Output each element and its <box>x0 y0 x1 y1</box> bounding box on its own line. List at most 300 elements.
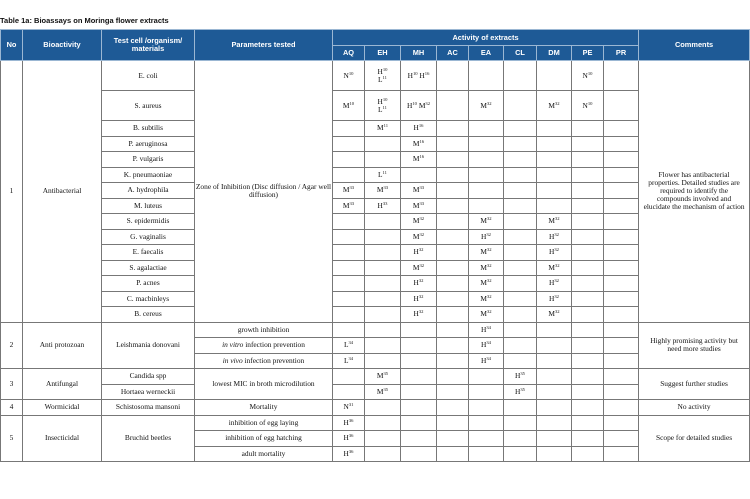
activity-cell <box>604 276 639 292</box>
table-row <box>1 61 750 91</box>
activity-level: H <box>377 96 383 106</box>
activity-cell <box>604 167 639 183</box>
activity-entry <box>377 387 388 396</box>
test-organism-cell: K. pneumaoniae <box>102 167 195 183</box>
activity-entry <box>343 101 354 110</box>
row-number: 4 <box>1 400 23 416</box>
activity-cell <box>333 446 365 462</box>
test-organism-cell: S. epidermidis <box>102 214 195 230</box>
activity-level: H <box>407 70 413 80</box>
activity-level: M <box>480 293 487 303</box>
header-extract: EA <box>469 46 504 61</box>
activity-cell <box>469 61 504 91</box>
activity-ref: 33 <box>419 200 425 206</box>
activity-ref: 32 <box>486 309 492 315</box>
activity-ref: 33 <box>349 200 355 206</box>
activity-cell <box>572 245 604 261</box>
activity-level: M <box>412 200 420 210</box>
activity-cell <box>401 198 437 214</box>
activity-cell <box>572 167 604 183</box>
activity-cell <box>604 291 639 307</box>
activity-entry <box>480 294 491 303</box>
row-number: 1 <box>1 61 23 323</box>
activity-ref: 32 <box>425 100 430 106</box>
activity-level: H <box>377 200 383 210</box>
activity-ref: 34 <box>486 324 491 330</box>
activity-cell <box>437 431 469 447</box>
activity-ref: 36 <box>348 448 354 454</box>
activity-cell <box>537 152 572 168</box>
activity-ref: 11 <box>382 104 387 110</box>
activity-cell <box>333 431 365 447</box>
activity-cell <box>401 322 437 338</box>
activity-cell <box>401 276 437 292</box>
activity-entry <box>344 418 354 427</box>
activity-cell <box>572 446 604 462</box>
activity-ref: 32 <box>554 247 559 253</box>
activity-cell <box>437 136 469 152</box>
activity-entry <box>413 263 424 272</box>
activity-ref: 10 <box>349 100 355 106</box>
activity-cell <box>469 167 504 183</box>
activity-level: M <box>548 309 555 319</box>
activity-cell <box>437 214 469 230</box>
test-organism-cell: Hortaea werneckii <box>102 384 195 400</box>
activity-cell <box>365 167 401 183</box>
header-activity: Activity of extracts <box>333 30 639 46</box>
activity-cell <box>504 214 537 230</box>
row-number: 5 <box>1 415 23 462</box>
activity-level: M <box>412 138 420 148</box>
test-organism-cell: E. coli <box>102 61 195 91</box>
table-header <box>1 30 750 61</box>
activity-entry <box>413 201 424 210</box>
activity-ref: 32 <box>486 100 492 106</box>
activity-ref: 36 <box>348 417 354 423</box>
activity-cell <box>437 446 469 462</box>
test-organism-cell: A. hydrophila <box>102 183 195 199</box>
activity-level: H <box>377 66 383 76</box>
parameter-italic: in vivo <box>222 355 243 365</box>
activity-entry <box>481 232 491 241</box>
activity-cell <box>333 384 365 400</box>
activity-cell <box>437 167 469 183</box>
activity-entry <box>365 76 400 84</box>
activity-ref: 35 <box>520 371 525 377</box>
activity-cell <box>469 214 504 230</box>
activity-cell <box>537 291 572 307</box>
activity-cell <box>504 384 537 400</box>
activity-cell <box>604 260 639 276</box>
activity-cell <box>401 183 437 199</box>
activity-cell <box>572 260 604 276</box>
activity-entry <box>480 278 491 287</box>
activity-ref: 32 <box>554 231 559 237</box>
activity-cell <box>504 136 537 152</box>
parameter-text: growth inhibition <box>237 324 290 334</box>
parameter-cell <box>195 338 333 354</box>
activity-ref: 33 <box>382 200 388 206</box>
activity-cell <box>504 446 537 462</box>
activity-entry <box>414 247 424 256</box>
activity-cell <box>604 121 639 137</box>
activity-cell <box>469 245 504 261</box>
comment-cell: Suggest further studies <box>639 369 750 400</box>
parameter-cell: lowest MIC in broth microdilution <box>195 369 333 400</box>
activity-cell <box>469 198 504 214</box>
activity-cell <box>572 152 604 168</box>
activity-ref: 35 <box>383 371 389 377</box>
activity-ref: 32 <box>419 231 425 237</box>
activity-cell <box>365 260 401 276</box>
parameter-cell: adult mortality <box>195 446 333 462</box>
activity-level: N <box>343 402 349 412</box>
row-number: 2 <box>1 322 23 369</box>
activity-level: M <box>480 262 487 272</box>
activity-ref: 32 <box>554 278 559 284</box>
activity-ref: 32 <box>486 231 491 237</box>
activity-cell <box>537 338 572 354</box>
activity-cell <box>537 369 572 385</box>
row-number: 3 <box>1 369 23 400</box>
activity-cell <box>504 415 537 431</box>
activity-ref: 32 <box>486 278 492 284</box>
activity-cell <box>365 136 401 152</box>
activity-ref: 32 <box>486 216 492 222</box>
activity-cell <box>537 415 572 431</box>
test-organism-cell: B. cereus <box>102 307 195 323</box>
activity-level: H <box>481 355 487 365</box>
activity-ref: 16 <box>419 154 425 160</box>
activity-cell <box>469 291 504 307</box>
activity-entry <box>480 216 491 225</box>
table-row <box>1 369 750 385</box>
activity-ref: 31 <box>348 402 354 408</box>
activity-cell <box>469 415 504 431</box>
comment-cell: No activity <box>639 400 750 416</box>
activity-entry <box>583 101 593 110</box>
activity-entry <box>549 278 559 287</box>
activity-cell <box>604 245 639 261</box>
activity-cell <box>504 369 537 385</box>
header-extract: EH <box>365 46 401 61</box>
activity-entry <box>377 123 388 132</box>
activity-cell <box>572 121 604 137</box>
activity-level: L <box>343 340 349 350</box>
activity-cell <box>604 384 639 400</box>
activity-ref: 16 <box>424 70 430 76</box>
activity-cell <box>365 61 401 91</box>
activity-cell <box>469 260 504 276</box>
activity-cell <box>437 229 469 245</box>
activity-cell <box>365 152 401 168</box>
table-row <box>1 245 750 261</box>
activity-level: M <box>412 185 420 195</box>
activity-cell <box>537 431 572 447</box>
activity-ref: 32 <box>419 262 425 268</box>
activity-cell <box>537 183 572 199</box>
activity-level: H <box>413 123 419 133</box>
table-row <box>1 183 750 199</box>
table-row <box>1 260 750 276</box>
activity-cell <box>401 121 437 137</box>
activity-cell <box>401 167 437 183</box>
activity-entry <box>414 294 424 303</box>
activity-cell <box>469 276 504 292</box>
activity-cell <box>504 198 537 214</box>
activity-cell <box>469 136 504 152</box>
activity-cell <box>469 369 504 385</box>
activity-cell <box>365 400 401 416</box>
activity-cell <box>401 291 437 307</box>
activity-cell <box>401 431 437 447</box>
activity-cell <box>437 121 469 137</box>
activity-level: M <box>480 100 487 110</box>
activity-cell <box>537 229 572 245</box>
header-extract: PE <box>572 46 604 61</box>
activity-cell <box>572 322 604 338</box>
parameter-italic: in vitro <box>222 340 244 350</box>
activity-cell <box>504 338 537 354</box>
activity-cell <box>537 307 572 323</box>
table-row <box>1 152 750 168</box>
comment-cell: Scope for detailed studies <box>639 415 750 462</box>
activity-level: M <box>480 216 487 226</box>
test-organism-cell: M. luteus <box>102 198 195 214</box>
activity-cell <box>504 291 537 307</box>
activity-entry <box>413 154 424 163</box>
activity-cell <box>537 91 572 121</box>
activity-entry <box>377 371 388 380</box>
activity-level: H <box>481 340 487 350</box>
activity-entry <box>419 101 430 110</box>
activity-cell <box>469 121 504 137</box>
activity-cell <box>572 369 604 385</box>
activity-level: H <box>343 448 349 458</box>
activity-entry <box>480 309 491 318</box>
activity-cell <box>365 431 401 447</box>
activity-level: H <box>515 386 521 396</box>
activity-entry <box>344 433 354 442</box>
activity-cell <box>537 322 572 338</box>
bioactivity-cell: Insecticidal <box>23 415 102 462</box>
activity-cell <box>537 121 572 137</box>
activity-cell <box>365 384 401 400</box>
header-bioactivity: Bioactivity <box>23 30 102 61</box>
activity-cell <box>537 245 572 261</box>
activity-cell <box>469 400 504 416</box>
activity-cell <box>365 214 401 230</box>
activity-entry <box>413 139 424 148</box>
activity-level: H <box>549 278 555 288</box>
activity-cell <box>401 384 437 400</box>
table-row <box>1 322 750 338</box>
activity-ref: 11 <box>382 169 387 175</box>
activity-cell <box>537 61 572 91</box>
activity-ref: 32 <box>554 293 559 299</box>
activity-level: H <box>481 324 487 334</box>
activity-entry <box>365 106 400 114</box>
activity-ref: 34 <box>486 355 491 361</box>
activity-entry <box>414 123 424 132</box>
activity-cell <box>469 431 504 447</box>
activity-cell <box>437 400 469 416</box>
activity-ref: 32 <box>554 309 560 315</box>
activity-entry <box>343 201 354 210</box>
activity-ref: 32 <box>554 216 560 222</box>
activity-level: M <box>480 278 487 288</box>
activity-entry <box>414 278 424 287</box>
activity-cell <box>333 260 365 276</box>
activity-cell <box>572 214 604 230</box>
activity-cell <box>333 198 365 214</box>
table-row <box>1 229 750 245</box>
activity-cell <box>572 183 604 199</box>
activity-ref: 11 <box>382 74 387 80</box>
test-organism-cell: E. faecalis <box>102 245 195 261</box>
activity-cell <box>437 91 469 121</box>
activity-cell <box>401 307 437 323</box>
activity-cell <box>504 121 537 137</box>
activity-ref: 34 <box>486 340 491 346</box>
activity-entry <box>549 294 559 303</box>
activity-cell <box>469 307 504 323</box>
activity-cell <box>333 91 365 121</box>
activity-cell <box>365 91 401 121</box>
activity-cell <box>365 353 401 369</box>
test-organism-cell: Candida spp <box>102 369 195 385</box>
activity-cell <box>437 384 469 400</box>
activity-level: M <box>548 262 555 272</box>
test-organism-cell: P. vulgaris <box>102 152 195 168</box>
activity-entry <box>548 263 559 272</box>
activity-entry <box>407 101 417 110</box>
activity-cell <box>437 183 469 199</box>
activity-cell <box>504 322 537 338</box>
activity-ref: 32 <box>554 262 560 268</box>
activity-entry <box>413 185 424 194</box>
activity-level: H <box>413 278 419 288</box>
activity-level: M <box>342 100 350 110</box>
header-test-cell-line2: materials <box>131 44 165 53</box>
activity-ref: 32 <box>486 293 492 299</box>
activity-ref: 32 <box>554 100 560 106</box>
activity-cell <box>469 384 504 400</box>
activity-entry <box>378 201 388 210</box>
activity-entry <box>481 325 491 334</box>
activity-entry <box>344 340 353 349</box>
activity-cell <box>604 431 639 447</box>
bioactivity-cell: Antibacterial <box>23 61 102 323</box>
activity-cell <box>604 183 639 199</box>
test-organism-cell: B. subtilis <box>102 121 195 137</box>
activity-cell <box>604 152 639 168</box>
table-row <box>1 307 750 323</box>
activity-entry <box>549 247 559 256</box>
activity-cell <box>437 245 469 261</box>
activity-cell <box>365 198 401 214</box>
activity-entry <box>413 216 424 225</box>
parameter-cell: Zone of Inhibition (Disc diffusion / Agar well diffusion) <box>195 61 333 323</box>
activity-cell <box>504 276 537 292</box>
activity-entry <box>344 402 354 411</box>
activity-level: H <box>343 417 349 427</box>
test-organism-cell: P. aeruginosa <box>102 136 195 152</box>
parameter-cell: Mortality <box>195 400 333 416</box>
activity-cell <box>604 61 639 91</box>
table-row <box>1 91 750 121</box>
table-row <box>1 384 750 400</box>
activity-cell <box>504 183 537 199</box>
activity-ref: 10 <box>412 100 417 106</box>
activity-cell <box>365 245 401 261</box>
activity-cell <box>469 152 504 168</box>
activity-ref: 36 <box>348 433 354 439</box>
activity-cell <box>572 136 604 152</box>
parameter-cell: inhibition of egg hatching <box>195 431 333 447</box>
activity-level: M <box>548 216 555 226</box>
activity-cell <box>604 214 639 230</box>
activity-cell <box>437 291 469 307</box>
activity-cell <box>365 338 401 354</box>
activity-cell <box>469 91 504 121</box>
activity-level: L <box>378 169 383 179</box>
activity-level: H <box>413 247 419 257</box>
comment-cell: Flower has antibacterial properties. Detailed studies are required to identify the compounds involved and elucidate the mechanism of action <box>639 61 750 323</box>
activity-cell <box>333 121 365 137</box>
activity-cell <box>365 369 401 385</box>
activity-level: M <box>412 231 420 241</box>
activity-cell <box>333 322 365 338</box>
activity-cell <box>604 198 639 214</box>
activity-level: M <box>376 185 384 195</box>
activity-level: H <box>549 247 555 257</box>
activity-cell <box>537 446 572 462</box>
activity-cell <box>437 338 469 354</box>
bioactivity-cell: Antifungal <box>23 369 102 400</box>
header-extract: DM <box>537 46 572 61</box>
activity-cell <box>333 214 365 230</box>
activity-entry <box>344 356 353 365</box>
activity-level: M <box>376 371 384 381</box>
activity-cell <box>401 446 437 462</box>
activity-cell <box>604 415 639 431</box>
activity-cell <box>469 183 504 199</box>
activity-entry <box>408 71 418 80</box>
activity-level: M <box>376 123 384 133</box>
activity-cell <box>504 260 537 276</box>
table-row <box>1 198 750 214</box>
activity-cell <box>572 229 604 245</box>
activity-cell <box>504 307 537 323</box>
parameter-cell <box>195 322 333 338</box>
header-test-cell <box>102 30 195 61</box>
activity-cell <box>333 415 365 431</box>
activity-ref: 35 <box>520 386 525 392</box>
activity-cell <box>401 214 437 230</box>
activity-ref: 32 <box>418 247 424 253</box>
table-body <box>1 61 750 462</box>
table-row <box>1 415 750 431</box>
activity-cell <box>572 384 604 400</box>
activity-ref: 33 <box>383 185 389 191</box>
activity-cell <box>504 152 537 168</box>
activity-entry <box>344 449 354 458</box>
activity-level: L <box>378 104 383 114</box>
activity-cell <box>437 369 469 385</box>
header-parameters: Parameters tested <box>195 30 333 61</box>
activity-cell <box>504 91 537 121</box>
